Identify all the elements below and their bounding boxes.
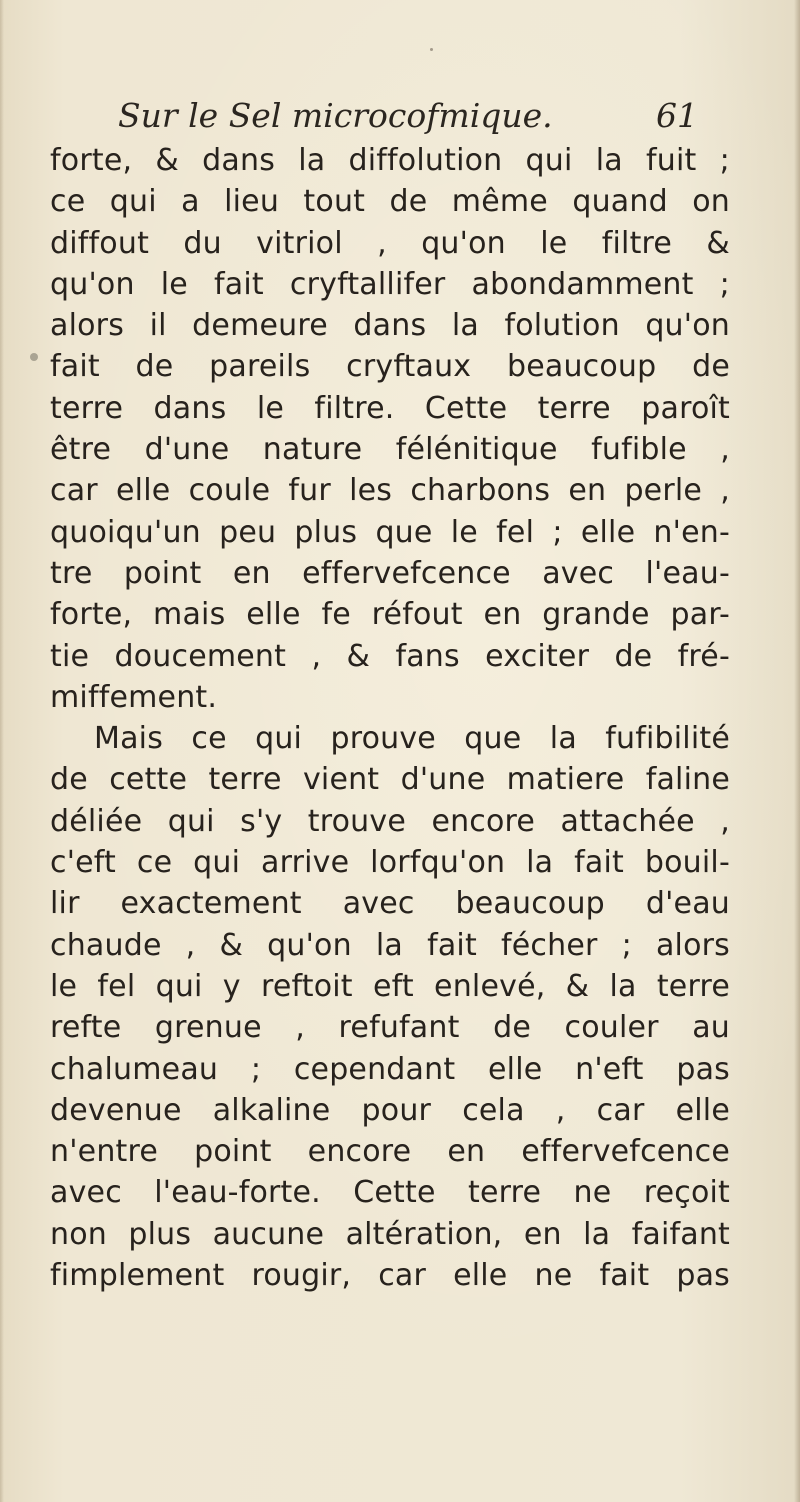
text-line: ce qui a lieu tout de même quand on [50,184,730,220]
text-line: forte, mais elle fe réfout en grande par- [50,597,730,633]
text-line: terre dans le filtre. Cette terre paroît [50,390,730,426]
text-line: non plus aucune altération, en la faifant [50,1216,730,1252]
text-line: car elle coule fur les charbons en perle , [50,473,730,509]
page-header [118,96,698,144]
text-line: n'entre point encore en effervefcence [50,1134,730,1170]
text-line: fait de pareils cryftaux beaucoup de [50,349,730,385]
page-number: 61 [656,96,698,135]
text-line: avec l'eau-forte. Cette terre ne reçoit [50,1175,730,1211]
text-line: alors il demeure dans la folution qu'on [50,308,730,344]
marginal-mark [30,353,38,361]
text-line: diffout du vitriol , qu'on le filtre & [50,225,730,261]
text-line: quoiqu'un peu plus que le fel ; elle n'en- [50,514,730,550]
text-line: refte grenue , refufant de couler au [50,1010,730,1046]
body-text [50,140,730,1296]
page-left-edge [0,0,4,1502]
text-line: déliée qui s'y trouve encore attachée , [50,803,730,839]
text-line: chaude , & qu'on la fait fécher ; alors [50,927,730,963]
text-line: miffement. [50,679,218,715]
text-line: de cette terre vient d'une matiere faline [50,762,730,798]
text-line: fimplement rougir, car elle ne fait pas [50,1258,730,1294]
text-line: Mais ce qui prouve que la fufibilité [94,721,730,757]
text-line: le fel qui y reftoit eft enlevé, & la terre [50,968,730,1004]
text-line: tie doucement , & fans exciter de fré- [50,638,730,674]
text-line: lir exactement avec beaucoup d'eau [50,886,730,922]
text-line: chalumeau ; cependant elle n'eft pas [50,1051,730,1087]
text-line: devenue alkaline pour cela , car elle [50,1092,730,1128]
paper-speck [430,48,433,51]
text-line: c'eft ce qui arrive lorfqu'on la fait bouil- [50,845,730,881]
text-line: forte, & dans la diffolution qui la fuit ; [50,143,730,178]
text-line: qu'on le fait cryftallifer abondamment ; [50,266,730,302]
text-line: tre point en effervefcence avec l'eau- [50,555,730,591]
text-line: être d'une nature félénitique fufible , [50,432,730,468]
running-head: Sur le Sel microcofmique. [118,96,553,135]
page-right-edge [794,0,800,1502]
